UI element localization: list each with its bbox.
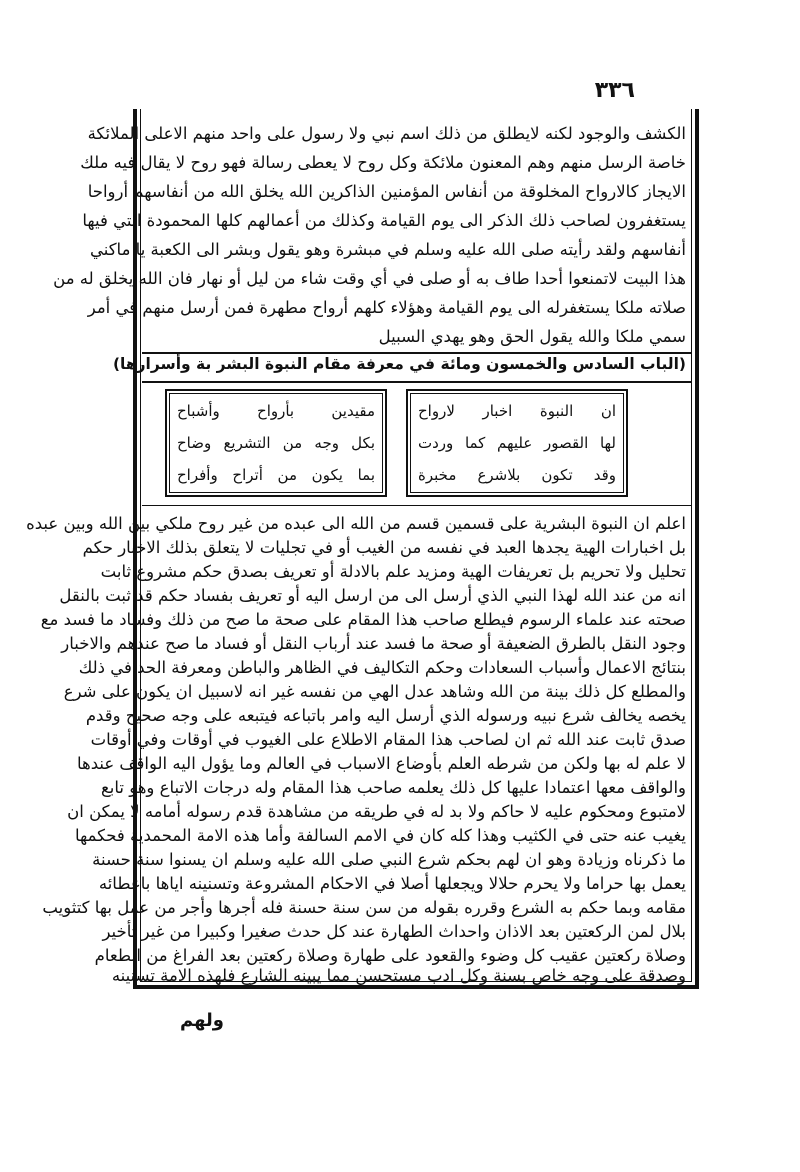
text-line: اعلم ان النبوة البشرية على قسمين قسم من الله الى عبده من غير روح ملكي بين الله وبين عبده: [26, 514, 686, 533]
text-line: وصدقة على وجه خاص بسنة وكل ادب مستحسن مما يبينه الشارع فلهذه الامة تسنينه: [111, 966, 686, 985]
text-line: خاصة الرسل منهم وهم المعنون ملائكة وكل روح لا يعطى رسالة فهو روح لا يقال فيه ملك: [80, 153, 686, 172]
text-line: انه من عند الله لهذا النبي الذي أرسل الى من ارسل اليه أو تعريف بفساد حكم قد ثبت بالنقل: [59, 586, 686, 605]
page-number: ٣٣٦: [594, 78, 635, 103]
text-line: صلاته ملكا يستغفرله الى يوم القيامة وهؤلاء كلهم أرواح مطهرة فمن أرسل منهم في أمر: [87, 298, 686, 317]
text-line: يعمل بها حراما ولا يحرم حلالا ويجعلها أصلا في الاحكام المشروعة وتسنينه اياها باعطائه: [98, 874, 686, 893]
verse-line: بما يكون من أتراح وأفراح: [177, 466, 375, 484]
catchword: ولهم: [180, 1010, 224, 1031]
text-line: بلال لمن الركعتين بعد الاذان واحداث الطهارة عند كل حدث صغيرا وكبيرا من غير تأخير: [102, 922, 686, 941]
rule: [142, 352, 692, 354]
chapter-title: (الباب السادس والخمسون ومائة في معرفة مقام النبوة البشر بة وأسرارها): [112, 355, 686, 373]
verse-line: بكل وجه من التشريع وضاح: [177, 434, 375, 452]
verse-line: ان النبوة اخبار لارواح: [418, 402, 616, 420]
text-line: يغيب عنه حتى في الكثيب وهذا كله كان في الامم السالفة وأما هذه الامة المحمدية فحكمها: [74, 826, 686, 845]
text-line: وصلاة ركعتين عقيب كل وضوء والقعود على طهارة وصلاة ركعتين بعد الفراغ من الطعام: [94, 946, 686, 965]
text-line: هذا البيت لاتمنعوا أحدا طاف به أو صلى في أي وقت شاء من ليل أو نهار فان الله يخلق له من: [53, 269, 686, 288]
text-line: بل اخبارات الهية يجدها العبد في نفسه من الغيب أو في تجليات لا يتعلق بذلك الاخبار حكم: [82, 538, 686, 557]
text-line: صحته عند علماء الرسوم فيطلع صاحب هذا المقام على صحة ما صح من ذلك وفساد ما فسد مع: [40, 610, 686, 629]
text-line: مقامه وبما حكم به الشرع وقرره بقوله من سن سنة حسنة فله أجرها وأجر من عمل بها كتثويب: [42, 898, 686, 917]
text-line: الايجاز كالارواح المخلوقة من أنفاس المؤمنين الذاكرين الله يخلق الله من أنفاسهم أرواحا: [87, 182, 686, 201]
text-line: يستغفرون لصاحب ذلك الذكر الى يوم القيامة وكذلك من أعمالهم كلها المحمودة التي فيها: [82, 211, 686, 230]
text-line: تحليل ولا تحريم بل تعريفات الهية ومزيد علم بالادلة أو تعريف بصدق حكم مشروع ثابت: [100, 562, 686, 581]
text-line: أنفاسهم ولقد رأيته صلى الله عليه وسلم في مبشرة وهو يقول وبشر الى الكعبة يا ماكني: [89, 240, 686, 259]
text-line: بنتائج الاعمال وأسباب السعادات وحكم التكاليف في الظاهر والباطن ومعرفة الحد في ذلك: [78, 658, 686, 677]
verse-line: مقيدين بأرواح وأشباح: [177, 402, 375, 420]
verse-box-left: [165, 389, 387, 497]
text-line: والمطلع كل ذلك بينة من الله وشاهد عدل الهي من نفسه غير انه لاسبيل ان يكون على شرع: [63, 682, 686, 701]
text-line: والواقف معها اعتمادا عليها كل ذلك يعلمه صاحب هذا المقام وله درجات الاتباع وهو تابع: [100, 778, 686, 797]
text-line: ما ذكرناه وزيادة وهو ان لهم بحكم شرع النبي صلى الله عليه وسلم ان يسنوا سنة حسنة: [92, 850, 686, 869]
text-line: لا علم له بها ولكن من شرطه العلم بأوضاع الاسباب في العالم وما يؤول اليه الواقف عندها: [76, 754, 686, 773]
text-line: يخصه يخالف شرع نبيه ورسوله الذي أرسل اليه وامر باتباعه فيتبعه على وجه صحيح وقدم: [85, 706, 686, 725]
rule: [142, 381, 692, 383]
text-line: صدق ثابت عند الله ثم ان لصاحب هذا المقام الاطلاع على الغيوب في أوقات وفي أوقات: [90, 730, 686, 749]
text-line: سمي ملكا والله يقول الحق وهو يهدي السبيل: [378, 327, 686, 346]
text-line: وجود النقل بالطرق الضعيفة أو صحة ما فسد عند أرباب النقل أو فساد ما صح عندهم والاخبار: [61, 634, 686, 653]
text-line: لامتبوع ومحكوم عليه لا حاكم ولا بد له في طريقه من مشاهدة قدم رسوله أمامه لا يمكن ان: [67, 802, 686, 821]
verse-box-right: [406, 389, 628, 497]
rule: [142, 505, 692, 506]
verse-line: وقد تكون بلاشرع مخبرة: [418, 466, 616, 484]
text-line: الكشف والوجود لكنه لايطلق من ذلك اسم نبي ولا رسول على واحد منهم الاعلى الملائكة: [87, 124, 686, 143]
verse-line: لها القصور عليهم كما وردت: [418, 434, 616, 452]
